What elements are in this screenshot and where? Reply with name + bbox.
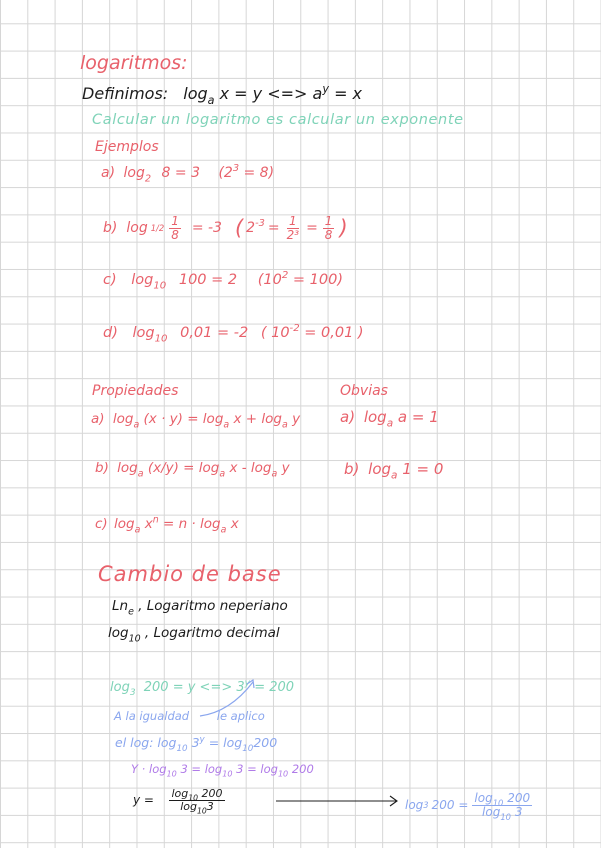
properties-label: Propiedades <box>92 383 179 399</box>
page-title: logaritmos: <box>80 52 188 74</box>
definition-label: Definimos: <box>82 84 169 103</box>
obvious-b: b) $\log_a 1 = 0$ <box>344 460 444 482</box>
definition-log: log <box>183 84 208 103</box>
example-b-arg: $\frac{1}{8}$ <box>171 214 179 242</box>
example-a-label: a) <box>101 165 116 181</box>
log10-line: $\log_{10}$ , Logaritmo decimal <box>108 625 280 645</box>
ln-line: $Ln_e$ , Logaritmo neperiano <box>112 598 288 618</box>
example-d <box>103 322 364 345</box>
example-b-power: $2^{-3}$ <box>246 218 265 237</box>
change-base-result-fraction: $\frac{\log_{10} 200}{\log_{10} 3}$ <box>474 791 531 822</box>
example-a-arg: 8 = 3 <box>161 165 200 181</box>
property-a: a) $\log_a (x \cdot y) = \log_a x + \log_a y$ <box>91 411 301 431</box>
example-b: b) log 1/2 $\frac{1}{8}$ = -3 ( $2^{-3}$ = $\frac{1}{\text{2³}}$ = $\frac{1}{8}$ ) <box>103 214 348 242</box>
property-b: b) $\log_a (x/y) = \log_a x - \log_a y$ <box>95 460 290 480</box>
example-c-arg: 100 = 2 <box>178 272 238 288</box>
example-b-frac1: $\frac{1}{\text{2³}}$ <box>286 214 300 242</box>
example-c-label: c) <box>103 272 117 288</box>
example-a-log: log <box>123 165 145 181</box>
example-b-frac2: $\frac{1}{8}$ <box>324 214 333 242</box>
example-b-result: = -3 <box>191 220 222 237</box>
change-line-2: A la igualdad le aplico <box>114 709 265 723</box>
example-b-label: b) <box>103 220 118 237</box>
change-line-5-fraction: $\frac{\log_{10} 200}{\log_{10}3}$ <box>171 787 223 815</box>
property-c: c) $\log_a x^n = n \cdot \log_a x$ <box>95 514 239 536</box>
definition-base: a <box>207 94 215 108</box>
examples-label: Ejemplos <box>95 139 159 155</box>
definition-line <box>82 82 363 108</box>
obvious-label: Obvias <box>340 383 388 399</box>
obvious-a: a) $\log_a a = 1$ <box>340 408 439 430</box>
example-a-note: $(2^3 = 8)$ <box>218 163 275 181</box>
subtitle: Calcular un logaritmo es calcular un exponente <box>92 112 464 128</box>
change-line-3: el log: $\log_{10} 3^y = \log_{10}200$ <box>115 734 278 754</box>
example-d-label: d) <box>103 325 118 341</box>
example-c <box>103 269 344 292</box>
example-a-base: 2 <box>144 173 152 185</box>
definition-exp: y <box>322 82 329 96</box>
change-base-title: Cambio de base <box>98 562 282 586</box>
example-c-log: log <box>131 272 154 288</box>
example-c-base: 10 <box>153 280 167 292</box>
change-line-1: $\log_3 200 = y$ <=> 3$^y$ = 200 <box>110 678 295 699</box>
example-d-arg: 0,01 = -2 <box>180 325 249 341</box>
definition-body: x = y <=> a <box>219 84 323 103</box>
change-base-result: log 3 200 = $\frac{\log_{10} 200}{\log_{10} 3}$ <box>405 791 531 822</box>
change-line-4: $Y \cdot \log_{10} 3 = \log_{10} 3 = \log_{10} 200$ <box>131 762 314 779</box>
definition-tail: = x <box>334 84 363 103</box>
long-arrow <box>274 794 404 808</box>
example-d-log: log <box>132 325 155 341</box>
example-c-note: $(10^2 = 100)$ <box>257 269 344 288</box>
example-d-base: 10 <box>154 333 168 345</box>
change-line-5: y = $\frac{\log_{10} 200}{\log_{10}3}$ <box>133 788 234 812</box>
example-b-log: log <box>126 220 148 237</box>
example-d-note: ( $10^{-2} = 0,01$ ) <box>260 322 364 341</box>
example-a <box>101 163 275 185</box>
